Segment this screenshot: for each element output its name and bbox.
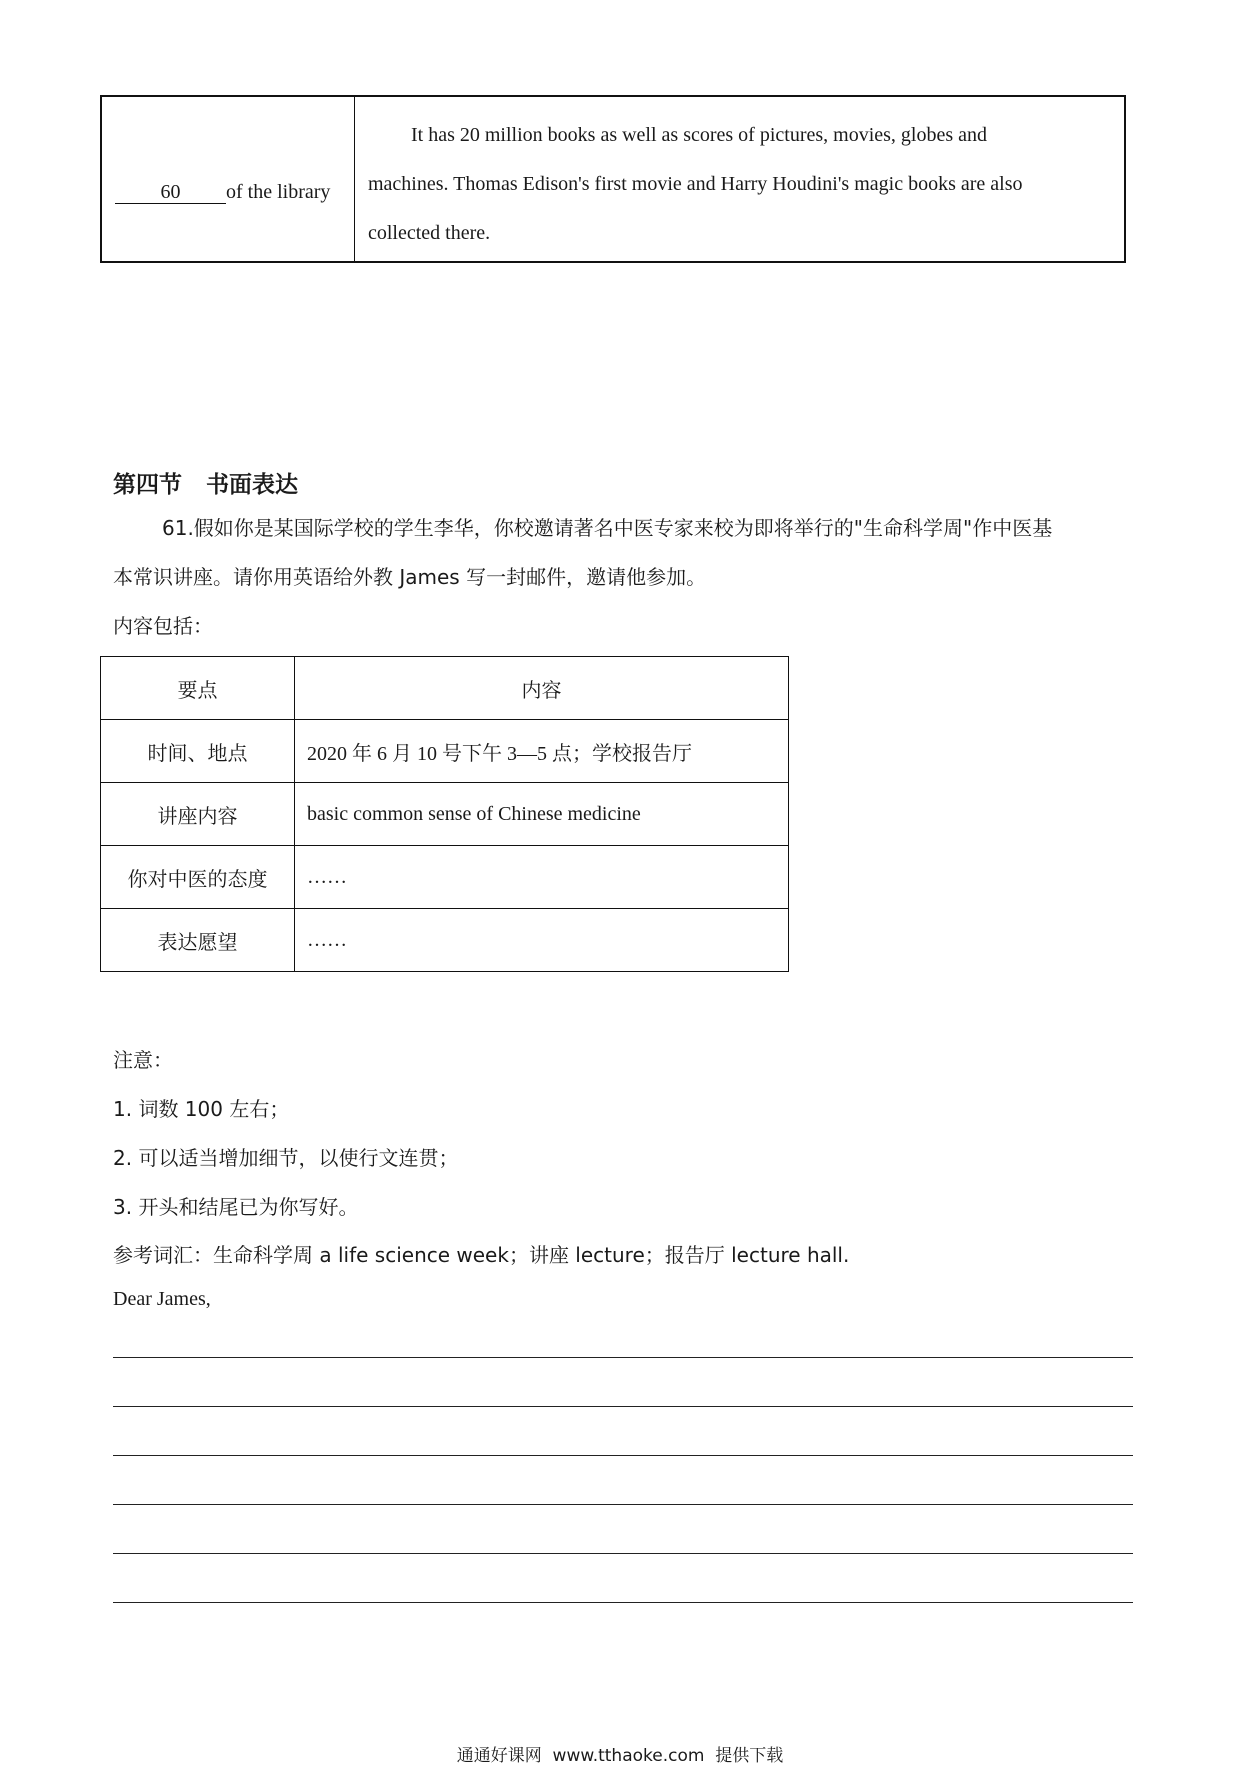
writing-line	[113, 1602, 1133, 1603]
table-row	[101, 909, 789, 972]
question-line-1: 61.假如你是某国际学校的学生李华，你校邀请著名中医专家来校为即将举行的"生命科学周"作中医基	[162, 516, 1053, 540]
writing-line	[113, 1504, 1133, 1505]
library-description	[368, 111, 1116, 258]
left-cell-label: of the library	[226, 181, 331, 203]
answer-blank-60: 60	[115, 181, 226, 204]
note-item-3: 3. 开头和结尾已为你写好。	[113, 1195, 359, 1219]
header-value: 内容	[295, 657, 789, 720]
row-key: 讲座内容	[101, 783, 295, 846]
paragraph-line-1: It has 20 million books as well as scores of pictures, movies, globes and	[411, 124, 988, 146]
row-key: 表达愿望	[101, 909, 295, 972]
section-title: 第四节 书面表达	[113, 472, 299, 498]
requirements-table	[100, 656, 789, 972]
row-key: 你对中医的态度	[101, 846, 295, 909]
letter-greeting: Dear James,	[113, 1288, 211, 1310]
row-value: basic common sense of Chinese medicine	[295, 783, 789, 846]
table-row	[101, 846, 789, 909]
table-row	[101, 720, 789, 783]
content-intro: 内容包括：	[113, 614, 213, 638]
notes-heading: 注意：	[113, 1048, 173, 1072]
row-key: 时间、地点	[101, 720, 295, 783]
paragraph-line-3: collected there.	[368, 222, 491, 244]
note-item-2: 2. 可以适当增加细节，以使行文连贯；	[113, 1146, 459, 1170]
vocabulary-reference: 参考词汇：生命科学周 a life science week；讲座 lecture；报告厅 lecture hall.	[113, 1243, 850, 1267]
library-table-fragment	[100, 95, 1126, 263]
page-footer: 通通好课网 www.tthaoke.com 提供下载	[456, 1746, 784, 1766]
row-value: ……	[295, 846, 789, 909]
table-column-divider	[354, 97, 355, 261]
table-row	[101, 783, 789, 846]
row-value: ……	[295, 909, 789, 972]
question-line-2: 本常识讲座。请你用英语给外教 James 写一封邮件，邀请他参加。	[113, 565, 707, 589]
writing-line	[113, 1357, 1133, 1358]
table-header-row	[101, 657, 789, 720]
header-key: 要点	[101, 657, 295, 720]
writing-line	[113, 1455, 1133, 1456]
row-value: 2020 年 6 月 10 号下午 3—5 点；学校报告厅	[295, 720, 789, 783]
writing-line	[113, 1406, 1133, 1407]
paragraph-line-2: machines. Thomas Edison's first movie and Harry Houdini's magic books are also	[368, 173, 1023, 195]
writing-line	[113, 1553, 1133, 1554]
note-item-1: 1. 词数 100 左右；	[113, 1097, 290, 1121]
